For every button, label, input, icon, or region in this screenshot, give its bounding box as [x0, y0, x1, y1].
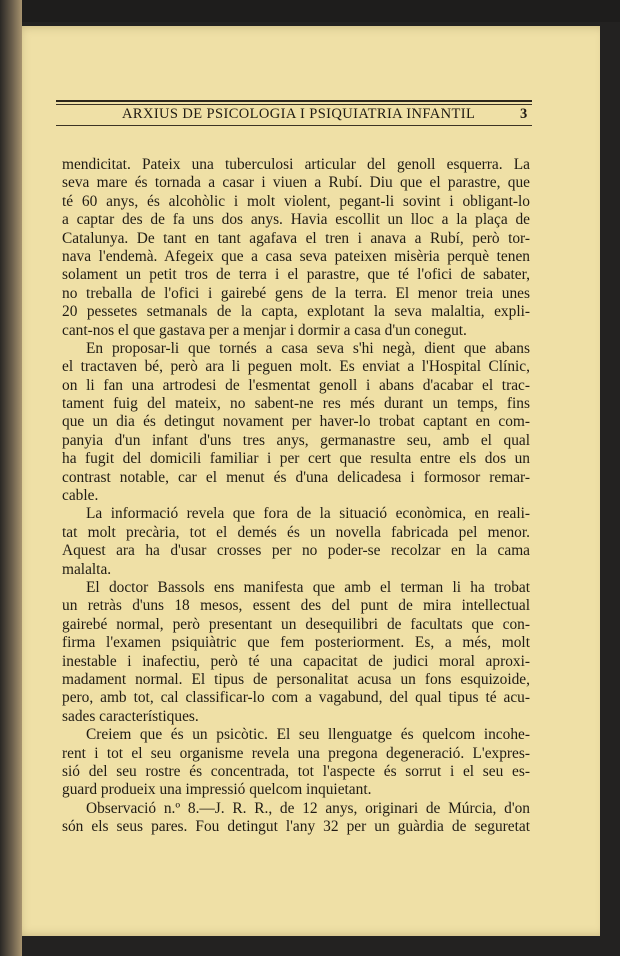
text-line: ha fugit del domicili familiar i per cert que resulta entre els dos un: [62, 450, 530, 468]
text-line: cant-nos el que gastava per a menjar i dormir a casa d'un conegut.: [62, 321, 467, 339]
text-line: tament fuig del mateix, no sabent-ne res més durant un temps, fins: [62, 395, 530, 413]
text-line: pero, amb tot, cal classificar-lo com a vagabund, del qual tipus té acu-: [62, 689, 530, 707]
text-line: que un dia és detingut novament per haver-lo trobat captant en com-: [62, 413, 530, 431]
header-rule-top: [56, 100, 532, 102]
text-line: on li fan una artrodesi de l'esmentat genoll i abans d'acabar el trac-: [62, 376, 530, 394]
text-line: Catalunya. De tant en tant agafava el tren i anava a Rubí, però tor-: [62, 229, 530, 247]
text-line: un retràs d'uns 18 mesos, essent des del punt de mira intellectual: [62, 597, 530, 615]
text-line: sades característiques.: [62, 707, 199, 725]
text-line: madament normal. El tipus de personalitat acusa un fons esquizoide,: [62, 670, 530, 688]
text-line: 20 pessetes setmanals de la capta, explotant la seva malaltia, expli-: [62, 303, 530, 321]
header-rule-top-thin: [56, 104, 532, 105]
text-line: guard produeix una impressió quelcom inquietant.: [62, 781, 372, 799]
text-line: tat molt precària, tot el demés és un novella fabricada pel menor.: [62, 523, 530, 541]
text-line: té 60 anys, és alcohòlic i molt violent, pegant-li sovint i obligant-lo: [62, 192, 530, 210]
text-line: El doctor Bassols ens manifesta que amb el terman li ha trobat: [86, 578, 530, 596]
text-line: firma l'examen psiquiàtric que fem posteriorment. Es, a més, molt: [62, 634, 530, 652]
text-line: La informació revela que fora de la situació econòmica, en reali-: [86, 505, 530, 523]
header-rule-bottom: [56, 125, 532, 126]
text-line: contrast notable, car el menut és d'una delicadesa i formosor remar-: [62, 468, 530, 486]
body-text: [62, 156, 530, 836]
text-line: nava l'endemà. Afegeix que a casa seva pateixen misèria perquè tenen: [62, 247, 530, 265]
text-line: cable.: [62, 487, 99, 505]
book-spine-edge: [0, 0, 22, 956]
page-number: 3: [520, 106, 528, 122]
text-line: mendicitat. Pateix una tuberculosi articular del genoll esquerra. La: [62, 156, 530, 173]
scan-background-top: [0, 0, 620, 22]
text-line: sió del seu rostre és concentrada, tot l'aspecte és sorrut i el seu es-: [62, 762, 530, 780]
text-line: Creiem que és un psicòtic. El seu llenguatge és quelcom incohe-: [86, 726, 530, 744]
text-line: no treballa de l'ofici i gairebé gens de la terra. El menor treia unes: [62, 284, 530, 302]
text-line: a captar des de fa uns dos anys. Havia escollit un lloc a la plaça de: [62, 211, 530, 229]
text-line: el tractaven bé, però ara li peguen molt. Es enviat a l'Hospital Clínic,: [62, 358, 530, 376]
text-line: panyia d'un infant d'uns tres anys, germanastre seu, amb el qual: [62, 431, 530, 449]
text-line: En proposar-li que tornés a casa seva s'hi negà, dient que abans: [86, 339, 530, 357]
text-line: rent i tot el seu organisme revela una pregona degeneració. L'expres-: [62, 744, 530, 762]
text-line: seva mare és tornada a casar i viuen a Rubí. Diu que el parastre, que: [62, 174, 530, 192]
text-line: són els seus pares. Fou detingut l'any 32 per un guàrdia de seguretat: [62, 818, 530, 836]
text-line: Aquest ara ha d'usar crosses per no poder-se recolzar en la cama: [62, 542, 530, 560]
text-line: malalta.: [62, 560, 112, 578]
text-line: solament un petit tros de terra i el parastre, que té l'ofici de sabater,: [62, 266, 530, 284]
running-header: [56, 76, 532, 132]
text-line: gairebé normal, però presentant un desequilibri de facultats que con-: [62, 615, 530, 633]
journal-title: ARXIUS DE PSICOLOGIA I PSIQUIATRIA INFANTIL: [122, 106, 476, 122]
text-line: Observació n.º 8.—J. R. R., de 12 anys, originari de Múrcia, d'on: [86, 799, 530, 817]
text-line: inestable i inafectiu, però té una capacitat de judici moral aproxi-: [62, 652, 530, 670]
